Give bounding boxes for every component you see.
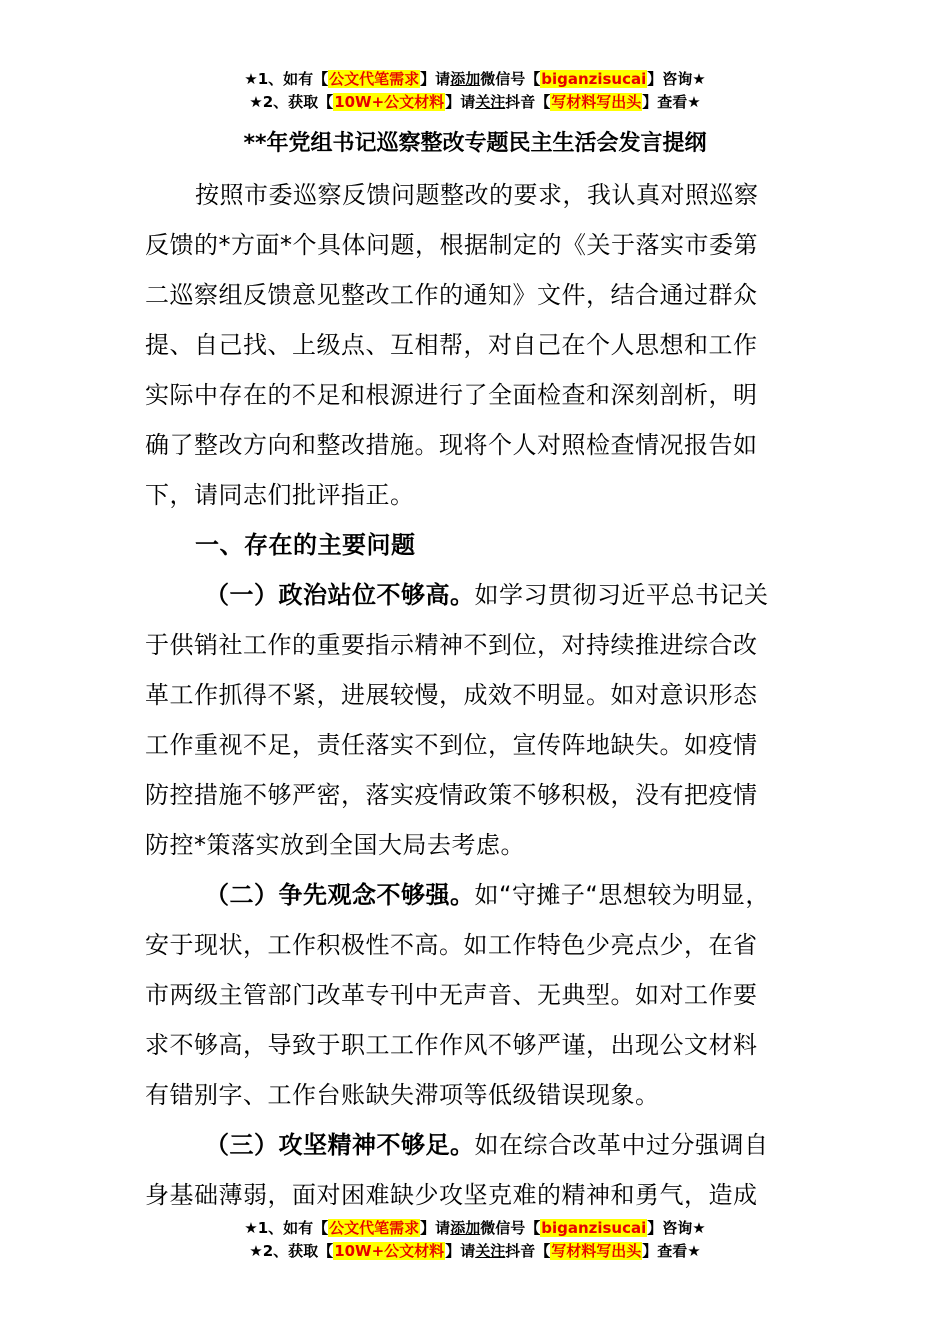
banner-highlight: 写材料写出头 [551, 1242, 642, 1260]
banner-text: 抖音【 [505, 1242, 551, 1260]
item-heading: （三）攻坚精神不够足。 [205, 1131, 475, 1159]
banner-text: 】请 [445, 93, 476, 111]
banner-text: 微信号【 [480, 1219, 541, 1237]
banner-underlined-text: 添加 [450, 1219, 481, 1237]
item-heading: （二）争先观念不够强。 [205, 881, 475, 909]
paragraph-line [145, 870, 845, 920]
banner-text: ★2、获取【 [249, 93, 334, 111]
banner-text: 微信号【 [480, 70, 541, 88]
paragraph-line: 于供销社工作的重要指示精神不到位，对持续推进综合改 [145, 631, 758, 659]
paragraph-line: 防控措施不够严密，落实疫情政策不够积极，没有把疫情 [145, 781, 758, 809]
paragraph-line [145, 1120, 845, 1170]
paragraph-line: 安于现状，工作积极性不高。如工作特色少亮点少，在省 [145, 931, 758, 959]
banner-text: 】咨询★ [647, 70, 706, 88]
banner-text: ★1、如有【 [244, 1219, 329, 1237]
banner-text: 】查看★ [642, 93, 701, 111]
document-title: **年党组书记巡察整改专题民主生活会发言提纲 [243, 131, 707, 156]
banner-highlight: biganzisucai [541, 1219, 647, 1237]
paragraph-line: 按照市委巡察反馈问题整改的要求，我认真对照巡察 [195, 181, 759, 209]
item-text: 如学习贯彻习近平总书记关 [474, 581, 769, 609]
banner-underlined-text: 添加 [450, 70, 481, 88]
paragraph-line: 革工作抓得不紧，进展较慢，成效不明显。如对意识形态 [145, 681, 758, 709]
banner-text: 】请 [420, 1219, 451, 1237]
paragraph-line [145, 570, 845, 620]
banner-highlight: 写材料写出头 [551, 93, 642, 111]
banner-highlight: 10W+公文材料 [334, 1242, 445, 1260]
banner-highlight: 10W+公文材料 [334, 93, 445, 111]
section-heading: 一、存在的主要问题 [195, 531, 416, 559]
paragraph-line: 二巡察组反馈意见整改工作的通知》文件，结合通过群众 [145, 281, 758, 309]
paragraph-line: 工作重视不足，责任落实不到位，宣传阵地缺失。如疫情 [145, 731, 758, 759]
item-text: 如在综合改革中过分强调自 [474, 1131, 769, 1159]
banner-underlined-text: 关注 [475, 1242, 506, 1260]
banner-highlight: biganzisucai [541, 70, 647, 88]
banner-text: 】请 [445, 1242, 476, 1260]
paragraph-line: 身基础薄弱，面对困难缺少攻坚克难的精神和勇气，造成 [145, 1181, 758, 1209]
banner-text: ★2、获取【 [249, 1242, 334, 1260]
banner-text: 】咨询★ [647, 1219, 706, 1237]
header-banner [0, 68, 950, 114]
banner-line-1 [0, 1217, 950, 1240]
paragraph-line: 确了整改方向和整改措施。现将个人对照检查情况报告如 [145, 431, 758, 459]
item-text: 如“守摊子“思想较为明显， [474, 881, 770, 909]
banner-line-2 [0, 91, 950, 114]
banner-text: ★1、如有【 [244, 70, 329, 88]
paragraph-line: 市两级主管部门改革专刊中无声音、无典型。如对工作要 [145, 981, 758, 1009]
paragraph-line: 反馈的*方面*个具体问题，根据制定的《关于落实市委第 [145, 231, 758, 259]
document-body [145, 170, 845, 1220]
banner-text: 】请 [420, 70, 451, 88]
paragraph-line: 提、自己找、上级点、互相帮，对自己在个人思想和工作 [145, 331, 758, 359]
paragraph-line: 下，请同志们批评指正。 [145, 481, 415, 509]
paragraph-line: 有错别字、工作台账缺失滞项等低级错误现象。 [145, 1081, 660, 1109]
banner-text: 抖音【 [505, 93, 551, 111]
banner-highlight: 公文代笔需求 [329, 1219, 420, 1237]
banner-underlined-text: 关注 [475, 93, 506, 111]
paragraph-line: 实际中存在的不足和根源进行了全面检查和深刻剖析，明 [145, 381, 758, 409]
footer-banner [0, 1217, 950, 1263]
paragraph-line: 求不够高，导致于职工工作作风不够严谨，出现公文材料 [145, 1031, 758, 1059]
item-heading: （一）政治站位不够高。 [205, 581, 475, 609]
banner-highlight: 公文代笔需求 [329, 70, 420, 88]
banner-text: 】查看★ [642, 1242, 701, 1260]
paragraph-line: 防控*策落实放到全国大局去考虑。 [145, 831, 525, 859]
banner-line-2 [0, 1240, 950, 1263]
banner-line-1 [0, 68, 950, 91]
